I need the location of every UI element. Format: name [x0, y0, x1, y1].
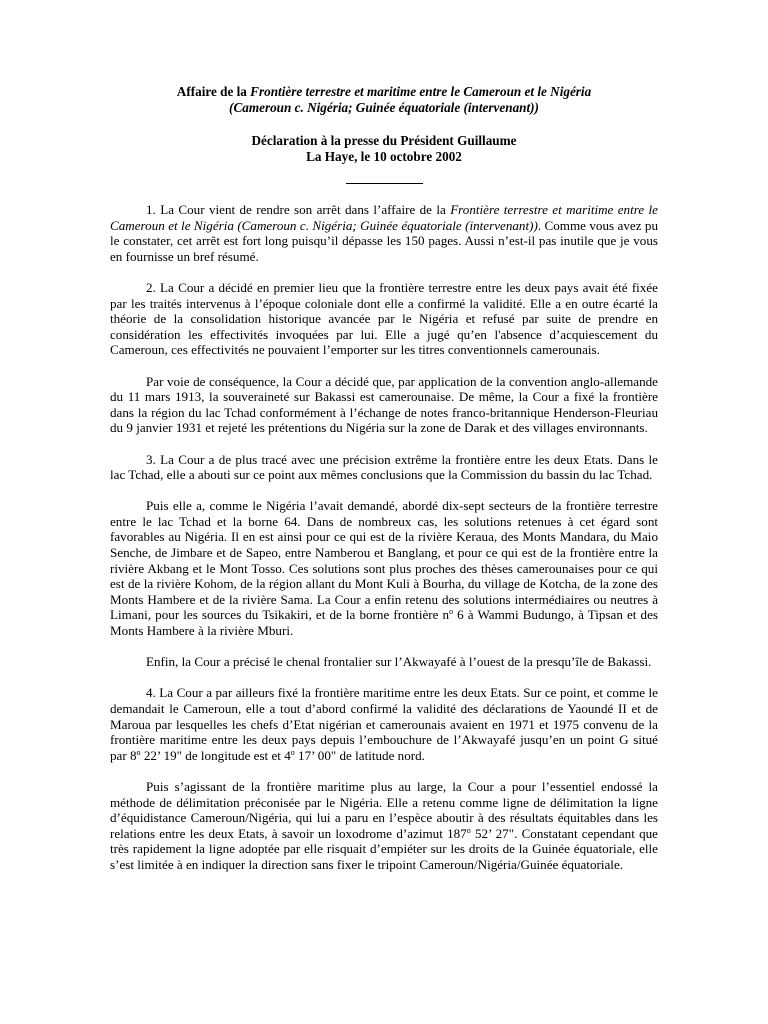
declaration-title: Déclaration à la presse du Président Guillaume: [251, 133, 517, 148]
paragraph-1: 1. La Cour vient de rendre son arrêt dans l’affaire de la Frontière terrestre et maritime entre le Cameroun et le Nigéria (Cameroun c. Nigéria; Guinée équatoriale (intervenant)). Comme vous avez pu le constater, cet arrêt est fort long puisqu’il dépasse les 150 pages. Aussi n’est-il pas inutile que je vous en fournisse un bref résumé.: [110, 202, 659, 264]
place-date: La Haye, le 10 octobre 2002: [306, 149, 462, 164]
paragraph-7: 4. La Cour a par ailleurs fixé la frontière maritime entre les deux Etats. Sur ce point, et comme le demandait le Cameroun, elle a tout d’abord confirmé la validité des déclarations de Yaoundé II et de Maroua par lesquelles les chefs d’Etat nigérian et camerounais avaient en 1971 et 1975 convenu de la frontière maritime entre les deux pays depuis l’embouchure de l’Akwayafé jusqu’en un point G situé par 8$^o$ 22’ 19" de longitude est et 4$^o$ 17’ 00" de latitude nord.: [110, 685, 658, 763]
paragraph-8: Puis s’agissant de la frontière maritime plus au large, la Cour a pour l’essentiel endossé la méthode de délimitation préconisée par le Nigéria. Elle a retenu comme ligne de délimitation la ligne d’équidistance Cameroun/Nigéria, qui lui a paru en l’espèce aboutir à des résultats équitables dans les relations entre les deux Etats, à savoir un loxodrome d’azimut 187$^o$ 52’ 27". Constatant cependant que très rapidement la ligne adoptée par elle risquait d’empiéter sur les droits de la Guinée équatoriale, elle s’est limitée à en indiquer la direction sans fixer le tripoint Cameroun/Nigéria/Guinée équatoriale.: [110, 778, 658, 872]
paragraph-4: 3. La Cour a de plus tracé avec une précision extrême la frontière entre les deux Etats. Dans le lac Tchad, elle a abouti sur ce point aux mêmes conclusions que la Commission du bassin du lac Tchad.: [110, 451, 658, 483]
paragraph-6: Enfin, la Cour a précisé le chenal frontalier sur l’Akwayafé à l’ouest de la presqu’île de Bakassi.: [146, 654, 652, 670]
case-parties: (Cameroun c. Nigéria; Guinée équatoriale (intervenant)): [229, 100, 539, 115]
paragraph-5: Puis elle a, comme le Nigéria l’avait demandé, abordé dix-sept secteurs de la frontière terrestre entre le lac Tchad et la borne 64. Dans de nombreux cas, les solutions retenues à cet égard sont favorables au Nigéria. Il en est ainsi pour ce qui est de la rivière Keraua, des Monts Mandara, du Maio Senche, de Jimbare et de Sapeo, entre Namberou et Banglang, et pour ce qui est de la frontière entre la rivière Akbang et le Mont Tosso. Ces solutions sont plus proches des thèses camerounaises pour ce qui est de la rivière Kohom, de la région allant du Mont Kuli à Bourha, du village de Kotcha, de la zone des Monts Hambere et de la rivière Sama. La Cour a enfin retenu des solutions intermédiaires ou neutres à Limani, pour les sources du Tsikakiri, et de la borne frontière $n^o$ 6 à Wammi Budungo, à Tipsan et des Monts Hambere à la rivière Mburi.: [110, 498, 658, 639]
paragraph-2: 2. La Cour a décidé en premier lieu que la frontière terrestre entre les deux pays avait été fixée par les traités intervenus à l’époque coloniale dont elle a confirmé la validité. Elle a en outre écarté la théorie de la consolidation historique avancée par le Nigéria et refusé par suite de prendre en considération les effectivités invoquées par lui. Elle a jugé qu’en l'absence d’acquiescement du Cameroun, ces effectivités ne pouvaient l’emporter sur les titres conventionnels camerounais.: [110, 279, 658, 358]
press-declaration-heading: [110, 133, 658, 165]
document-body: [110, 202, 658, 873]
case-title-prefix: Affaire de la: [176, 84, 251, 99]
separator-rule: [346, 174, 423, 184]
paragraph-3: Par voie de conséquence, la Cour a décidé que, par application de la convention anglo-allemande du 11 mars 1913, la souveraineté sur Bakassi est camerounaise. De même, la Cour a fixé la frontière dans la région du lac Tchad conformément à l’échange de notes franco-britannique Henderson-Fleuriau du 9 janvier 1931 et rejeté les prétentions du Nigéria sur la zone de Darak et des villages environnants.: [110, 373, 658, 436]
case-title: [110, 84, 658, 116]
case-title-name: Frontière terrestre et maritime entre le Cameroun et le Nigéria: [250, 84, 592, 99]
